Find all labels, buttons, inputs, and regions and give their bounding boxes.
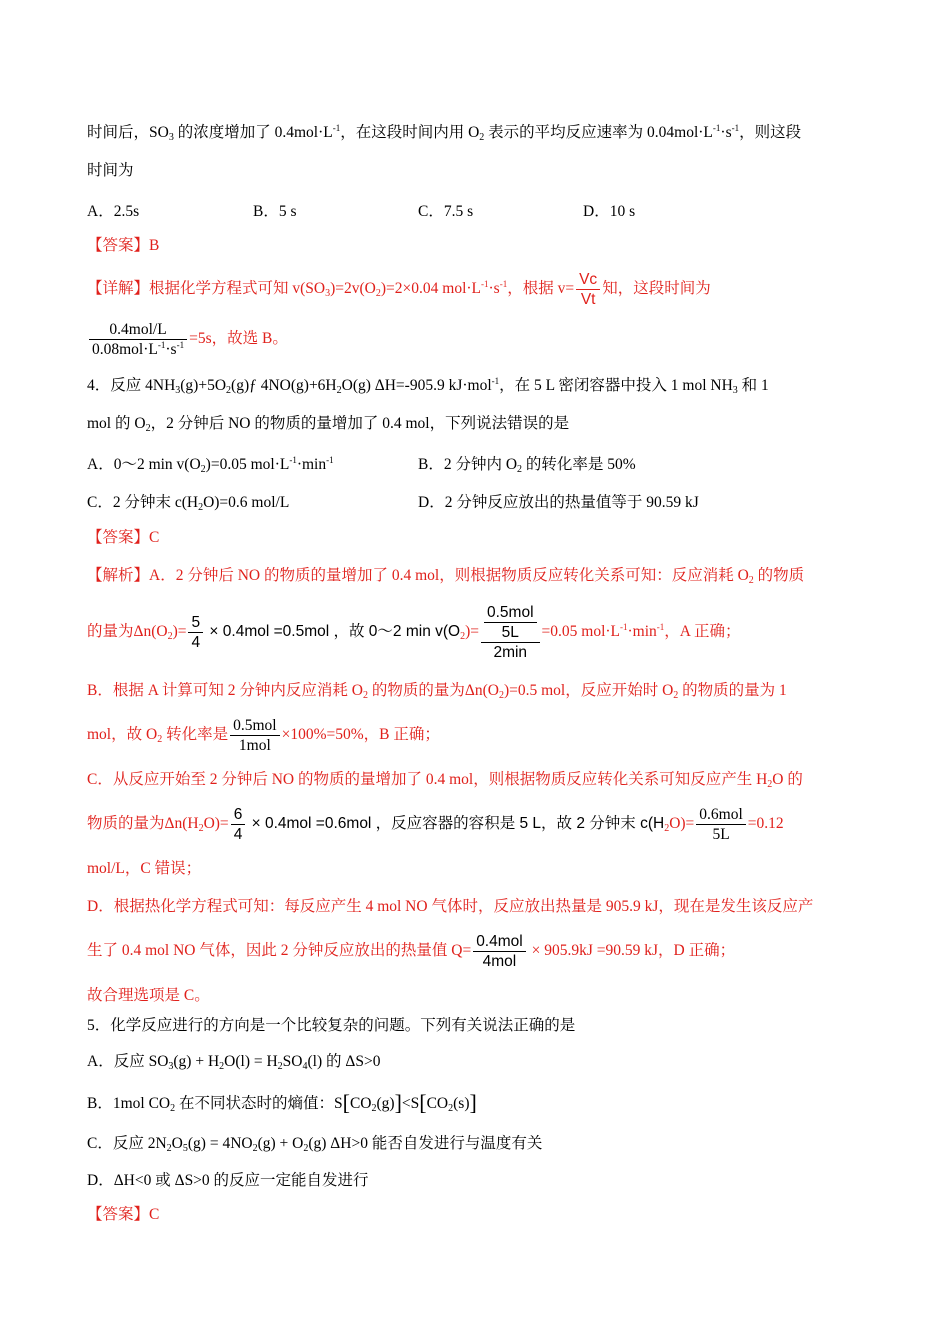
q4-option-d: D．2 分钟反应放出的热量值等于 90.59 kJ (418, 494, 699, 511)
heat-fraction: $\frac{\text{0.4mol}}{\text{4mol}}$ (473, 932, 526, 971)
q4-analysis-b-line-1: B．根据 A 计算可知 2 分钟内反应消耗 $O_2$ 的物质的量为$\Delta n(O_2)=0.5$ mol，反应开始时 $O_2$ 的物质的量为 1 (87, 682, 787, 701)
conversion-fraction: $\frac{\text{0.5mol}}{\text{1mol}}$ (230, 716, 280, 755)
q4-stem-line-1: 4．反应 $4NH_3(g)+5O_2(g)ƒ$ $4NO(g)+6H_2O(g)$ ΔH=-905.9 kJ·mol$^{-1}$，在 5 L 密闭容器中投入 1 mol $NH_3$ 和 1 (87, 376, 769, 396)
q5-option-b: B．1mol $CO_2$ 在不同状态时的熵值：$S[CO_2(g)]<S[CO_2(s)]$ (87, 1090, 477, 1115)
fraction-6-over-4: $\frac{6}{4}$ (231, 805, 246, 844)
q3-detail-line-2: $\frac{\text{0.4mol/L}}{0.08mol\cdot L^{-1}\cdot s^{-1}}$ =5s，故选 B。 (87, 320, 288, 359)
q3-stem-line-2: 时间为 (87, 162, 134, 179)
q4-analysis-c-line-1: C．从反应开始至 2 分钟后 NO 的物质的量增加了 0.4 mol，则根据物质反应转化关系可知反应产生 $H_2O$ 的 (87, 771, 803, 790)
q4-option-a: A．0～2 $\min v(O_2)=0.05$ $mol\cdot L^{-1}\cdot\min^{-1}$ (87, 455, 334, 475)
rate-compound-fraction: $\frac{\frac{\text{0.5mol}}{5L}}{2\min}$ (481, 603, 540, 662)
q3-option-a: A．2.5s (87, 203, 140, 220)
q4-option-c: C．2 分钟末 $c(H_2O)=0.6$ mol/L (87, 494, 290, 513)
q5-option-a: A．反应 $SO_3(g) + H_2O(l) = H_2SO_4(l)$ 的 ΔS>0 (87, 1053, 381, 1072)
q4-analysis-d-line-2: 生了 0.4 mol NO 气体，因此 2 分钟反应放出的热量值 Q= $\frac{\text{0.4mol}}{\text{4mol}}$ × 905.9kJ =90.59 kJ，D 正确； (87, 933, 736, 970)
q4-analysis-a-line-2: 的量为$\Delta n(O_2)=$ $\frac{5}{4}$ × 0.4mol =0.5mol ，故 0～2 $\min v(O_2)=$ $\frac{\frac{\text{0.5mol}}{5L}}{2\min}$ =0.05 $mol\cdot L^{-1}\cdot\min^{-1}$，A 正确； (87, 604, 741, 661)
q4-analysis-c-line-3: mol/L，C 错误； (87, 860, 202, 877)
q4-stem-line-2: mol 的 $O_2$，2 分钟后 NO 的物质的量增加了 0.4 mol，下列说法错误的是 (87, 415, 570, 434)
q3-option-c: C．7.5 s (418, 203, 474, 220)
q5-answer: 【答案】C (87, 1206, 160, 1223)
q4-option-b: B．2 分钟内 $O_2$ 的转化率是 50% (418, 456, 636, 475)
fraction-5-over-4: $\frac{5}{4}$ (188, 613, 203, 652)
q5-option-d: D．ΔH<0 或 ΔS>0 的反应一定能自发进行 (87, 1172, 369, 1189)
q4-answer: 【答案】C (87, 529, 160, 546)
concentration-fraction: $\frac{\text{0.6mol}}{5L}$ (696, 805, 746, 844)
q3-detail-line-1: 【详解】根据化学方程式可知 $v(SO_3)=2v(O_2)=2\times 0.04$ $mol\cdot L^{-1}\cdot s^{-1}$，根据 v= $\frac{Vc}{Vt}$ 知，这段时间为 (87, 271, 711, 308)
q3-option-d: D．10 s (583, 203, 636, 220)
q5-option-c: C．反应 $2N_2O_5(g) = 4NO_2(g) + O_2(g)$ ΔH>0 能否自发进行与温度有关 (87, 1135, 543, 1154)
q3-option-b: B．5 s (253, 203, 297, 220)
q4-analysis-d-line-1: D．根据热化学方程式可知：每反应产生 4 mol NO 气体时，反应放出热量是 905.9 kJ，现在是发生该反应产 (87, 898, 814, 915)
q5-stem: 5．化学反应进行的方向是一个比较复杂的问题。下列有关说法正确的是 (87, 1017, 576, 1034)
q4-analysis-b-line-2: mol，故 $O_2$ 转化率是 $\frac{\text{0.5mol}}{\text{1mol}}$ ×100%=50%，B 正确； (87, 717, 440, 754)
q4-analysis-c-line-2: 物质的量为$\Delta n(H_2O)=$ $\frac{6}{4}$ × 0.4mol =0.6mol ，反应容器的容积是 5 L，故 2 分钟末 $c(H_2O)=$ $\frac{\text{0.6mol}}{5L}$ =0.12 (87, 806, 784, 843)
q3-answer: 【答案】B (87, 237, 160, 254)
velocity-fraction: $\frac{Vc}{Vt}$ (576, 270, 600, 309)
q4-conclusion: 故合理选项是 C。 (87, 987, 210, 1004)
time-fraction: $\frac{\text{0.4mol/L}}{0.08mol\cdot L^{-1}\cdot s^{-1}}$ (89, 320, 187, 359)
q4-analysis-a-line-1: 【解析】A．2 分钟后 NO 的物质的量增加了 0.4 mol，则根据物质反应转化关系可知：反应消耗 $O_2$ 的物质 (87, 567, 805, 586)
q3-stem-line-1: 时间后，$SO_3$ 的浓度增加了 $0.4mol\cdot L^{-1}$，在这段时间内用 $O_2$ 表示的平均反应速率为 $0.04mol\cdot L^{-1}\cdot s^{-1}$，则这段 (87, 123, 802, 143)
